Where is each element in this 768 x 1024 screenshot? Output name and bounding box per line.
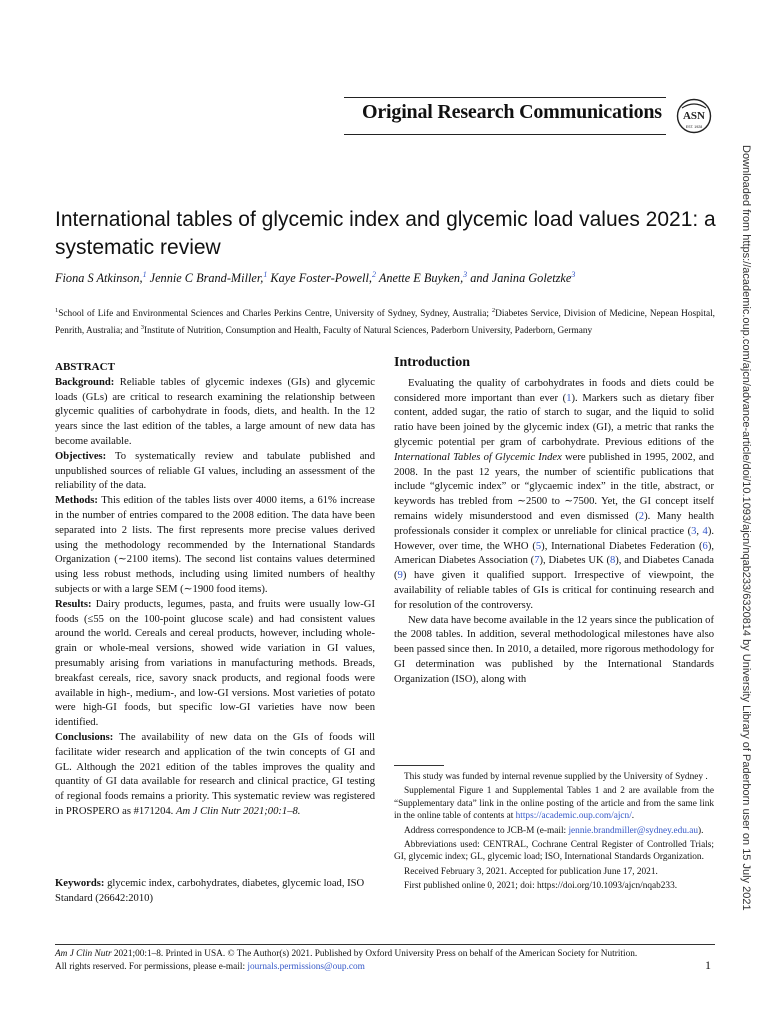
intro-text: , [696, 525, 703, 537]
reference-link[interactable]: 6 [702, 540, 708, 552]
abstract [55, 360, 375, 820]
author-name: Anette E Buyken, [375, 271, 464, 286]
intro-paragraph-2: New data have become available in the 12 years since the publication of the 2008 tables. In addition, several methodological milestones have also been passed since then. In 2010, a detailed, more rigorous methodology for GI determination was published by the International Standards Organization (ISO), along with [394, 614, 714, 685]
author-affil-link[interactable]: 2 [371, 270, 376, 279]
supplemental-link[interactable]: https://academic.oup.com/ajcn/ [515, 811, 632, 822]
received-note: Received February 3, 2021. Accepted for publication June 17, 2021. [404, 866, 658, 877]
reference-link[interactable]: 8 [609, 555, 616, 567]
keywords-text: glycemic index, carbohydrates, diabetes, glycemic load, ISO Standard (26642:2010) [55, 878, 365, 904]
article-title: International tables of glycemic index and glycemic load values 2021: a systematic review [55, 208, 716, 259]
keywords-label: Keywords: [55, 878, 105, 889]
reference-link[interactable]: 3 [691, 525, 697, 537]
methods-label: Methods: [55, 495, 98, 507]
footer-line-1 [55, 948, 695, 961]
author-name: and Janina Goletzke [467, 271, 572, 286]
abstract-objectives [55, 450, 375, 494]
intro-text: ). Markers such as dietary fiber content, added sugar, the ratio of starch to sugar, and the liquid to solid ratio have been joined by the glycemic index (GI), a metric that ranks the glycemic potential per gram of carbohydrate. Previous editions of the [394, 392, 714, 448]
introduction [394, 356, 714, 688]
conclusions-label: Conclusions: [55, 731, 114, 743]
asn-logo [676, 98, 712, 134]
permissions-email-link[interactable]: journals.permissions@oup.com [247, 962, 365, 972]
correspondence-text-end: ). [698, 825, 704, 836]
author-name: Fiona S Atkinson, [55, 271, 143, 286]
affil-marker: 3 [140, 324, 144, 332]
intro-text: Evaluating the quality of carbohydrates in foods and diets could be considered more important than ever ( [394, 377, 714, 404]
intro-text: ), International Diabetes Federation ( [541, 540, 703, 552]
intro-text: ). However, over time, the WHO ( [394, 525, 715, 552]
footer-permissions: All rights reserved. For permissions, please e-mail: [55, 962, 248, 972]
intro-text: were published in 1995, 2002, and 2008. In the past 12 years, the number of scientific publications that include “glycemic index” or “glycaemic index” in the title, abstract, or keywords has trebled from ∼2500 to ∼7500. Yet, the GI concept itself remains widely misunderstood and even dismissed ( [394, 451, 714, 522]
author-affil-link[interactable]: 1 [263, 270, 268, 279]
footer-copyright: 2021;00:1–8. Printed in USA. © The Author(s) 2021. Published by Oxford University Press on behalf of the American Society for Nutrition. [111, 949, 638, 959]
asn-logo-subtext: EST. 1928 [685, 125, 703, 129]
objectives-label: Objectives: [55, 450, 107, 462]
affil-marker: 2 [491, 307, 496, 314]
intro-text: ), Diabetes UK ( [539, 555, 610, 567]
author-name: Jennie C Brand-Miller, [146, 271, 264, 286]
email-link[interactable]: jennie.brandmiller@sydney.edu.au [568, 825, 699, 836]
doi-note: First published online 0, 2021; doi: https://doi.org/10.1093/ajcn/nqab233. [404, 881, 678, 892]
affil-text: Diabetes Service, Division of Medicine, Nepean Hospital, Penrith, Australia; and [55, 309, 716, 337]
asn-logo-text: ASN [682, 110, 706, 122]
reference-link[interactable]: 7 [534, 555, 540, 567]
page-number: 1 [705, 958, 711, 972]
supplemental-note [394, 785, 714, 822]
abstract-methods [55, 494, 375, 598]
footer-rule [55, 944, 715, 945]
author-affil-link[interactable]: 3 [571, 270, 576, 279]
background-label: Background: [55, 376, 115, 388]
reference-link[interactable]: 4 [702, 525, 708, 537]
results-label: Results: [55, 598, 92, 610]
abstract-conclusions [55, 731, 375, 820]
footer-line-2 [55, 961, 695, 974]
reference-link[interactable]: 1 [566, 392, 572, 404]
footnote-rule [394, 765, 444, 766]
background-text: Reliable tables of glycemic indexes (GIs) and glycemic loads (GLs) are critical to research examining the relationship between glycemic qualities of carbohydrate in foods, diets, and health. In the 12 years since the last edition of the tables, a large amount of new data has become available. [55, 376, 375, 447]
intro-paragraph-1 [394, 377, 714, 614]
affil-marker: 1 [55, 307, 59, 314]
footer-journal: Am J Clin Nutr [55, 949, 112, 959]
reference-link[interactable]: 9 [397, 570, 403, 582]
supplemental-text: Supplemental Figure 1 and Supplemental Tables 1 and 2 are available from the “Supplementary data” link in the online posting of the article and from the same link in the online table of contents at [394, 786, 714, 822]
funding-note: This study was funded by internal revenue supplied by the University of Sydney . [404, 772, 708, 782]
introduction-heading: Introduction [394, 355, 470, 370]
intro-italic-text: International Tables of Glycemic Index [394, 451, 562, 463]
page-footer [55, 948, 695, 974]
header-rule-bottom [344, 134, 666, 135]
author-name: Kaye Foster-Powell, [267, 271, 372, 286]
results-text: Dairy products, legumes, pasta, and fruits were usually low-GI foods (≤55 on the 100-point glucose scale) and had consistent values around the world. Cereals and cereal products, however, including whole-grain or whole-meal versions, showed wide variation in GI values, presumably arising from variations in manufacturing methods. Breads, breakfast cereals, rice, savory snack products, and regional foods were available in high-, medium-, and low-GI versions. Most varieties of potato were high-GI foods, but specific low-GI varieties have now been identified. [55, 598, 375, 729]
abstract-heading: ABSTRACT [55, 361, 115, 373]
reference-link[interactable]: 2 [638, 510, 645, 522]
section-header: Original Research Communications [362, 101, 662, 123]
journal-citation: Am J Clin Nutr 2021;00:1–8. [175, 805, 301, 817]
objectives-text: To systematically review and tabulate published and unpublished sources of reliable GI values, including an assessment of the reliability of the data. [55, 450, 375, 492]
intro-text: ), and Diabetes Canada ( [394, 555, 714, 582]
correspondence-note [394, 825, 714, 837]
abstract-background [55, 376, 375, 450]
author-list [55, 270, 725, 286]
supplemental-text-end: . [631, 811, 635, 822]
keywords [55, 877, 377, 907]
reference-link[interactable]: 5 [535, 540, 542, 552]
intro-text: ) have given it qualified support. Irrespective of viewpoint, the availability of reliable tables of GIs is critical for continuing research and for resolution of the controversy. [394, 570, 714, 611]
methods-text: This edition of the tables lists over 4000 items, a 61% increase in the number of entries compared to the 2008 edition. The data have been separated into 2 lists. The first represents more precise values derived using the methodology recommended by the International Standards Organization (∼2100 items). The second list contains values determined using less robust methods, including using limited numbers of healthy subjects or with a large SEM (∼1900 food items). [55, 495, 375, 595]
download-side-note: Downloaded from https://academic.oup.com/ajcn/advance-article/doi/10.1093/ajcn/nqab233/6320814 by University Library of Paderborn user on 15 July 2021 [740, 145, 752, 911]
abbreviations-note: Abbreviations used: CENTRAL, Cochrane Central Register of Controlled Trials; GI, glycemic index; GL, glycemic load; ISO, International Standards Organization. [394, 840, 714, 863]
intro-text: ). Many health professionals consider it complex or unreliable for clinical practice ( [394, 510, 714, 537]
affiliations [55, 304, 715, 338]
intro-text: ), American Diabetes Association ( [394, 540, 714, 567]
footnotes [394, 771, 714, 895]
header-rule-top [344, 97, 666, 98]
author-affil-link[interactable]: 3 [463, 270, 468, 279]
correspondence-text: Address correspondence to JCB-M (e-mail: [404, 825, 569, 836]
affil-text: Institute of Nutrition, Consumption and Health, Faculty of Natural Sciences, Paderborn University, Paderborn, Germany [143, 326, 593, 337]
conclusions-text: The availability of new data on the GIs of foods will facilitate wider research and application of the twin concepts of GI and GL. Although the 2021 edition of the tables improves the quality and quantity of GI data available for research and clinical practice, GI testing of regional foods remains a priority. This systematic review was registered in PROSPERO as #171204. [55, 731, 375, 817]
affil-text: School of Life and Environmental Sciences and Charles Perkins Centre, University of Sydney, Sydney, Australia; [58, 309, 492, 320]
abstract-results [55, 598, 375, 731]
author-affil-link[interactable]: 1 [142, 270, 147, 279]
